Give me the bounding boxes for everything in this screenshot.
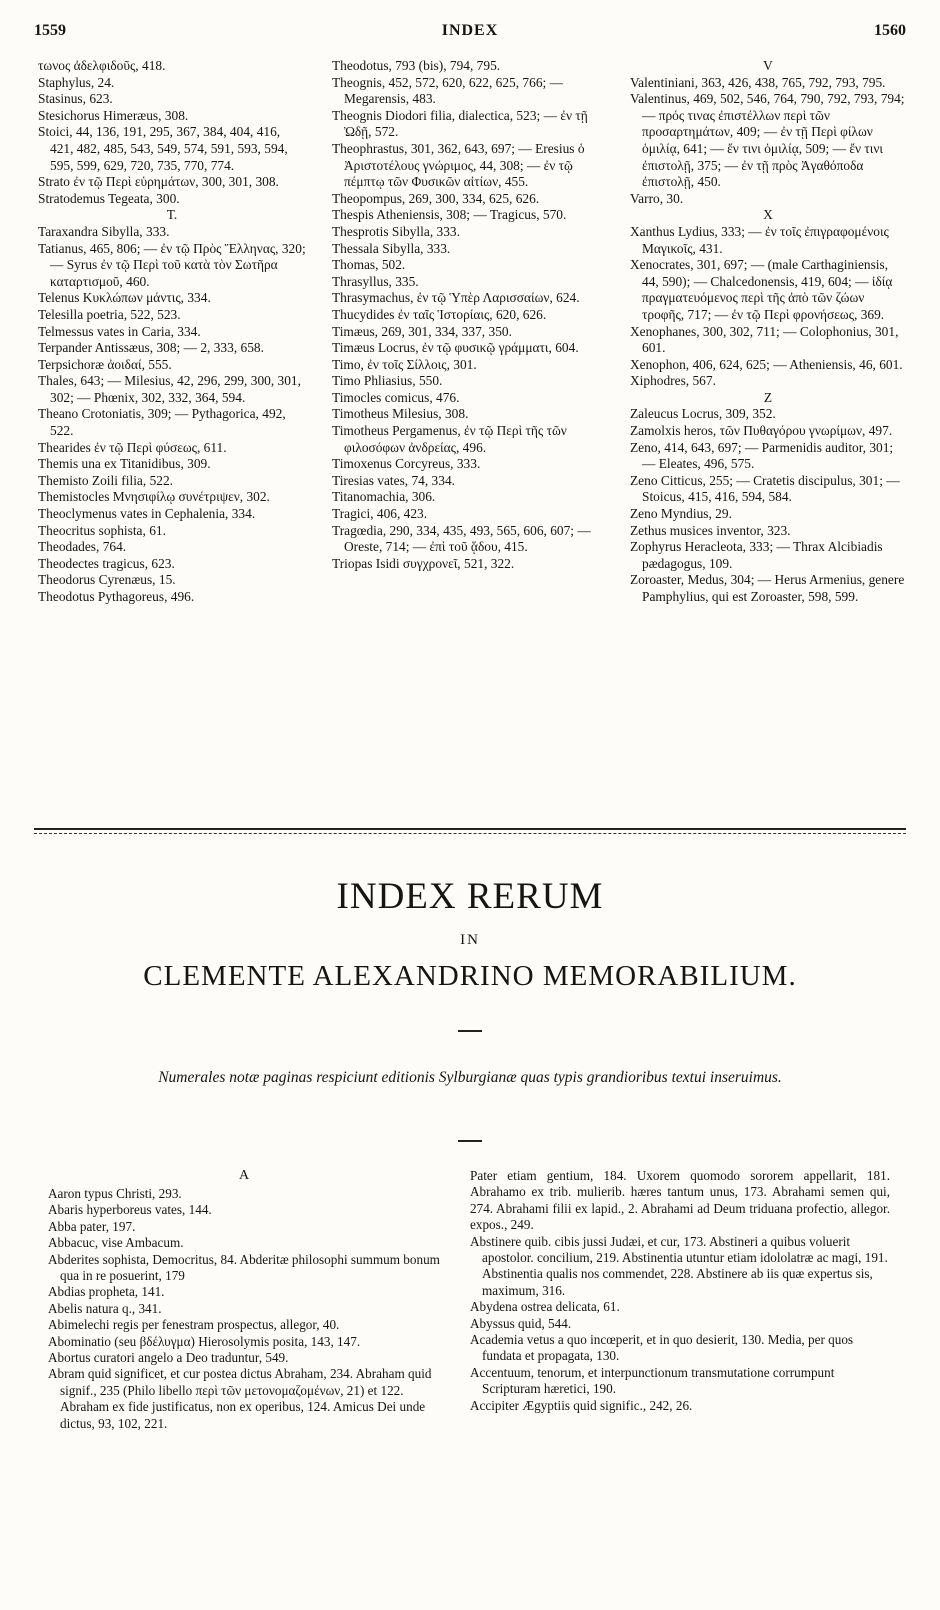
index-entry: Tragœdia, 290, 334, 435, 493, 565, 606, 607; — Oreste, 714; — ἐπὶ τοῦ ᾅδου, 415. (332, 522, 591, 555)
index-entry: Timotheus Pergamenus, ἐν τῷ Περὶ τῆς τῶν φιλοσόφων ἀνδρείας, 496. (332, 423, 567, 455)
index-entry: Telenus Κυκλώπων μάντις, 334. (38, 290, 211, 306)
index-entry: Tragici, 406, 423. (332, 506, 428, 522)
index-entry: Timæus Locrus, ἐν τῷ φυσικῷ γράμματι, 604. (332, 340, 579, 356)
index-entry: Stratodemus Tegeata, 300. (38, 190, 180, 206)
index-entry: Valentinus, 469, 502, 546, 764, 790, 792, 793, 794; — πρός τινας ἐπιστέλλων περὶ τῶν προσαρτημάτων, 409; — ἐν τῇ Περὶ φίλων ὁμιλίᾳ, 641; — ἔν τινι ὁμιλίᾳ, 509; — ἔν τινι ἐπιστολῇ, 375; — ἐν τῇ πρὸς Ἀγαθόποδα ἐπιστολῇ, 450. (630, 91, 905, 190)
index-entry: Thearides ἐν τῷ Περὶ φύσεως, 611. (38, 439, 227, 455)
index-entry: Themisto Zoili filia, 522. (38, 472, 174, 488)
index-entry: Abelis natura q., 341. (48, 1300, 162, 1316)
index-entry: Valentiniani, 363, 426, 438, 765, 792, 793, 795. (630, 74, 886, 90)
index-entry: Academia vetus a quo incœperit, et in quo desierit, 130. Media, per quos fundata et propagata, 130. (470, 1332, 854, 1364)
index-entry: Theognis Diodori filia, dialectica, 523; — ἐν τῇ Ὠδῇ, 572. (332, 107, 588, 140)
index-entry: Stasinus, 623. (38, 91, 113, 107)
index-column-2 (332, 58, 606, 572)
index-entry: Theopompus, 269, 300, 334, 625, 626. (332, 190, 540, 206)
index-column-1 (38, 58, 306, 606)
index-entry: Pater etiam gentium, 184. Uxorem quomodo sororem appellarit, 181. Abrahamo ex trib. mulierib. hæres tantum unus, 173. Abrahami semen qui, 274. Abrahami filii ex lapid., 2. Abrahami ad Deum triduana profectio, allegor. expos., 249. (470, 1168, 890, 1233)
section-title: INDEX RERUM (336, 876, 604, 917)
index-entry: Abbacuc, vise Ambacum. (48, 1235, 184, 1251)
index-entry: Abba pater, 197. (48, 1218, 136, 1234)
index-entry: Xenophanes, 300, 302, 711; — Colophonius, 301, 601. (630, 323, 899, 356)
index-entry: Timoxenus Corcyreus, 333. (332, 456, 481, 472)
letter-heading: A (238, 1168, 250, 1183)
editorial-note: Numerales notæ paginas respiciunt editionis Sylburgianæ quas typis grandioribus textui inseruimus. (158, 1069, 782, 1086)
index-entry: τωνος ἀδελφιδοῦς, 418. (38, 58, 166, 73)
index-entry: Themis una ex Titanidibus, 309. (38, 456, 211, 472)
index-entry: Abortus curatori angelo a Deo traduntur, 549. (48, 1350, 289, 1366)
section-subtitle: IN (460, 932, 480, 948)
index-entry: Terpsichoræ ἀοιδαί, 555. (38, 356, 172, 372)
index-entry: Strato ἐν τῷ Περὶ εὑρημάτων, 300, 301, 308. (38, 174, 279, 190)
index-entry: Xanthus Lydius, 333; — ἐν τοῖς ἐπιγραφομένοις Μαγικοῖς, 431. (630, 223, 889, 256)
page-number-left: 1559 (34, 22, 66, 39)
index-entry: Thales, 643; — Milesius, 42, 296, 299, 300, 301, 302; — Phœnix, 302, 332, 364, 594. (38, 373, 301, 405)
index-entry: Thucydides ἐν ταῖς Ἱστορίαις, 620, 626. (332, 306, 547, 322)
index-entry: Thespis Atheniensis, 308; — Tragicus, 570. (332, 207, 567, 223)
index-entry: Zethus musices inventor, 323. (630, 522, 791, 538)
index-entry: Thrasyllus, 335. (332, 273, 419, 289)
divider-dash (458, 1140, 482, 1142)
index-entry: Theodectes tragicus, 623. (38, 555, 175, 571)
index-entry: Abyssus quid, 544. (470, 1315, 572, 1331)
index-entry: Aaron typus Christi, 293. (48, 1186, 182, 1201)
index-entry: Zeno Myndius, 29. (630, 506, 732, 522)
index-entry: Stoici, 44, 136, 191, 295, 367, 384, 404, 416, 421, 482, 485, 543, 549, 574, 591, 593, 594, 595, 599, 629, 720, 735, 770, 774. (38, 124, 288, 173)
index-entry: Timotheus Milesius, 308. (332, 406, 469, 422)
letter-heading: T. (166, 207, 178, 223)
index-entry: Accipiter Ægyptiis quid signific., 242, 26. (470, 1397, 693, 1413)
index-entry: Stesichorus Himeræus, 308. (38, 107, 189, 123)
index-entry: Timo, ἐν τοῖς Σίλλοις, 301. (332, 356, 477, 372)
index-entry: Abdias propheta, 141. (48, 1284, 165, 1300)
index-entry: Abimelechi regis per fenestram prospectus, allegor, 40. (48, 1317, 340, 1333)
index-entry: Xenophon, 406, 624, 625; — Atheniensis, 46, 601. (630, 356, 903, 372)
running-header (34, 22, 906, 44)
index-entry: Staphylus, 24. (38, 74, 115, 90)
index-entry: Thomas, 502. (332, 257, 406, 273)
index-entry: Abominatio (seu βδέλυγμα) Hierosolymis posita, 143, 147. (48, 1333, 361, 1349)
index-entry: Theodotus, 793 (bis), 794, 795. (332, 58, 501, 73)
index-entry: Theodorus Cyrenæus, 15. (38, 572, 176, 588)
rerum-column-right (470, 1168, 890, 1414)
section-title-2: CLEMENTE ALEXANDRINO MEMORABILIUM. (143, 960, 797, 992)
index-entry: Tatianus, 465, 806; — ἐν τῷ Πρὸς Ἕλληνας, 320; — Syrus ἐν τῷ Περὶ τοῦ κατὰ τὸν Σωτῆρα καταρτισμοῦ, 460. (38, 240, 306, 289)
index-entry: Theodotus Pythagoreus, 496. (38, 589, 195, 604)
index-entry: Zamolxis heros, τῶν Πυθαγόρου γνωρίμων, 497. (630, 423, 893, 439)
index-entry: Thessala Sibylla, 333. (332, 240, 451, 256)
index-entry: Telmessus vates in Caria, 334. (38, 323, 201, 339)
index-entry: Abderites sophista, Democritus, 84. Abderitæ philosophi summum bonum qua in re posuerint, 179 (48, 1251, 440, 1284)
section-rule (34, 828, 906, 830)
index-entry: Themistocles Μνησιφίλῳ συνέτριψεν, 302. (38, 489, 270, 505)
index-entry: Timæus, 269, 301, 334, 337, 350. (332, 323, 512, 339)
index-entry: Tiresias vates, 74, 334. (332, 472, 455, 488)
index-entry: Titanomachia, 306. (332, 489, 436, 505)
page-number-right: 1560 (874, 22, 906, 39)
index-entry: Taraxandra Sibylla, 333. (38, 223, 170, 239)
index-entry: Theoclymenus vates in Cephalenia, 334. (38, 506, 256, 522)
index-entry: Triopas Isidi συγχρονεῖ, 521, 322. (332, 555, 515, 571)
rerum-column-left (48, 1186, 440, 1432)
index-entry: Xiphodres, 567. (630, 373, 716, 389)
index-entry: Telesilla poetria, 522, 523. (38, 306, 181, 322)
index-entry: Zaleucus Locrus, 309, 352. (630, 406, 776, 422)
index-entry: Theophrastus, 301, 362, 643, 697; — Eresius ὁ Ἀριστοτέλους γνώριμος, 44, 308; — ἐν τῷ πέμπτῳ τῶν Φυσικῶν αἰτίων, 455. (332, 140, 585, 190)
index-entry: Timocles comicus, 476. (332, 389, 460, 405)
index-entry: Abaris hyperboreus vates, 144. (48, 1202, 212, 1218)
index-entry: Thesprotis Sibylla, 333. (332, 223, 460, 239)
header-title: INDEX (441, 22, 499, 39)
index-entry: Accentuum, tenorum, et interpunctionum transmutatione corrumpunt Scripturam hæretici, 190. (470, 1364, 835, 1397)
index-entry: Timo Phliasius, 550. (332, 373, 443, 389)
index-entry: Thrasymachus, ἐν τῷ Ὑπὲρ Λαρισσαίων, 624. (332, 290, 580, 306)
index-entry: Zeno, 414, 643, 697; — Parmenidis auditor, 301; — Eleates, 496, 575. (630, 439, 894, 472)
letter-heading: V (763, 58, 773, 73)
index-entry: Abstinere quib. cibis jussi Judæi, et cur, 173. Abstineri a quibus voluerit apostolor. concilium, 219. Abstinentia utuntur etiam idololatræ ac magi, 191. Abstinentia qualis nos commendet, 228. Abstinere ab iis quæ expertus sis, maximum, 316. (470, 1233, 888, 1298)
index-entry: Varro, 30. (630, 190, 684, 206)
index-entry: Theocritus sophista, 61. (38, 522, 166, 538)
section-rule-dashed (34, 833, 906, 834)
letter-heading: X (763, 207, 773, 223)
index-entry: Abydena ostrea delicata, 61. (470, 1299, 620, 1315)
letter-heading: Z (763, 389, 773, 405)
divider-dash (458, 1030, 482, 1032)
index-entry: Abram quid significet, et cur postea dictus Abraham, 234. Abraham quid signif., 235 (Philo libello περὶ τῶν μετονομαζομένων, 21) et 122. Abraham ex fide justificatus, non ex operibus, 124. Amicus Dei unde dictus, 93, 102, 221. (48, 1366, 432, 1431)
index-entry: Theodades, 764. (38, 539, 127, 555)
index-entry: Xenocrates, 301, 697; — (male Carthaginiensis, 44, 590); — Chalcedonensis, 419, 604; — ἰδίᾳ πραγματευόμενος περὶ τῆς ἀπὸ τῶν ζώων τροφῆς, 717; — ἐν τῷ Περὶ φρονήσεως, 369. (630, 257, 893, 322)
index-column-3 (630, 58, 906, 606)
index-entry: Theano Crotoniatis, 309; — Pythagorica, 492, 522. (38, 406, 286, 439)
index-entry: Zoroaster, Medus, 304; — Herus Armenius, genere Pamphylius, qui est Zoroaster, 598, 599. (630, 572, 905, 604)
index-entry: Zophyrus Heracleota, 333; — Thrax Alcibiadis pædagogus, 109. (630, 539, 883, 571)
index-entry: Terpander Antissæus, 308; — 2, 333, 658. (38, 340, 264, 356)
index-entry: Theognis, 452, 572, 620, 622, 625, 766; — Megarensis, 483. (332, 74, 563, 107)
index-entry: Zeno Citticus, 255; — Cratetis discipulus, 301; — Stoicus, 415, 416, 594, 584. (630, 472, 900, 505)
